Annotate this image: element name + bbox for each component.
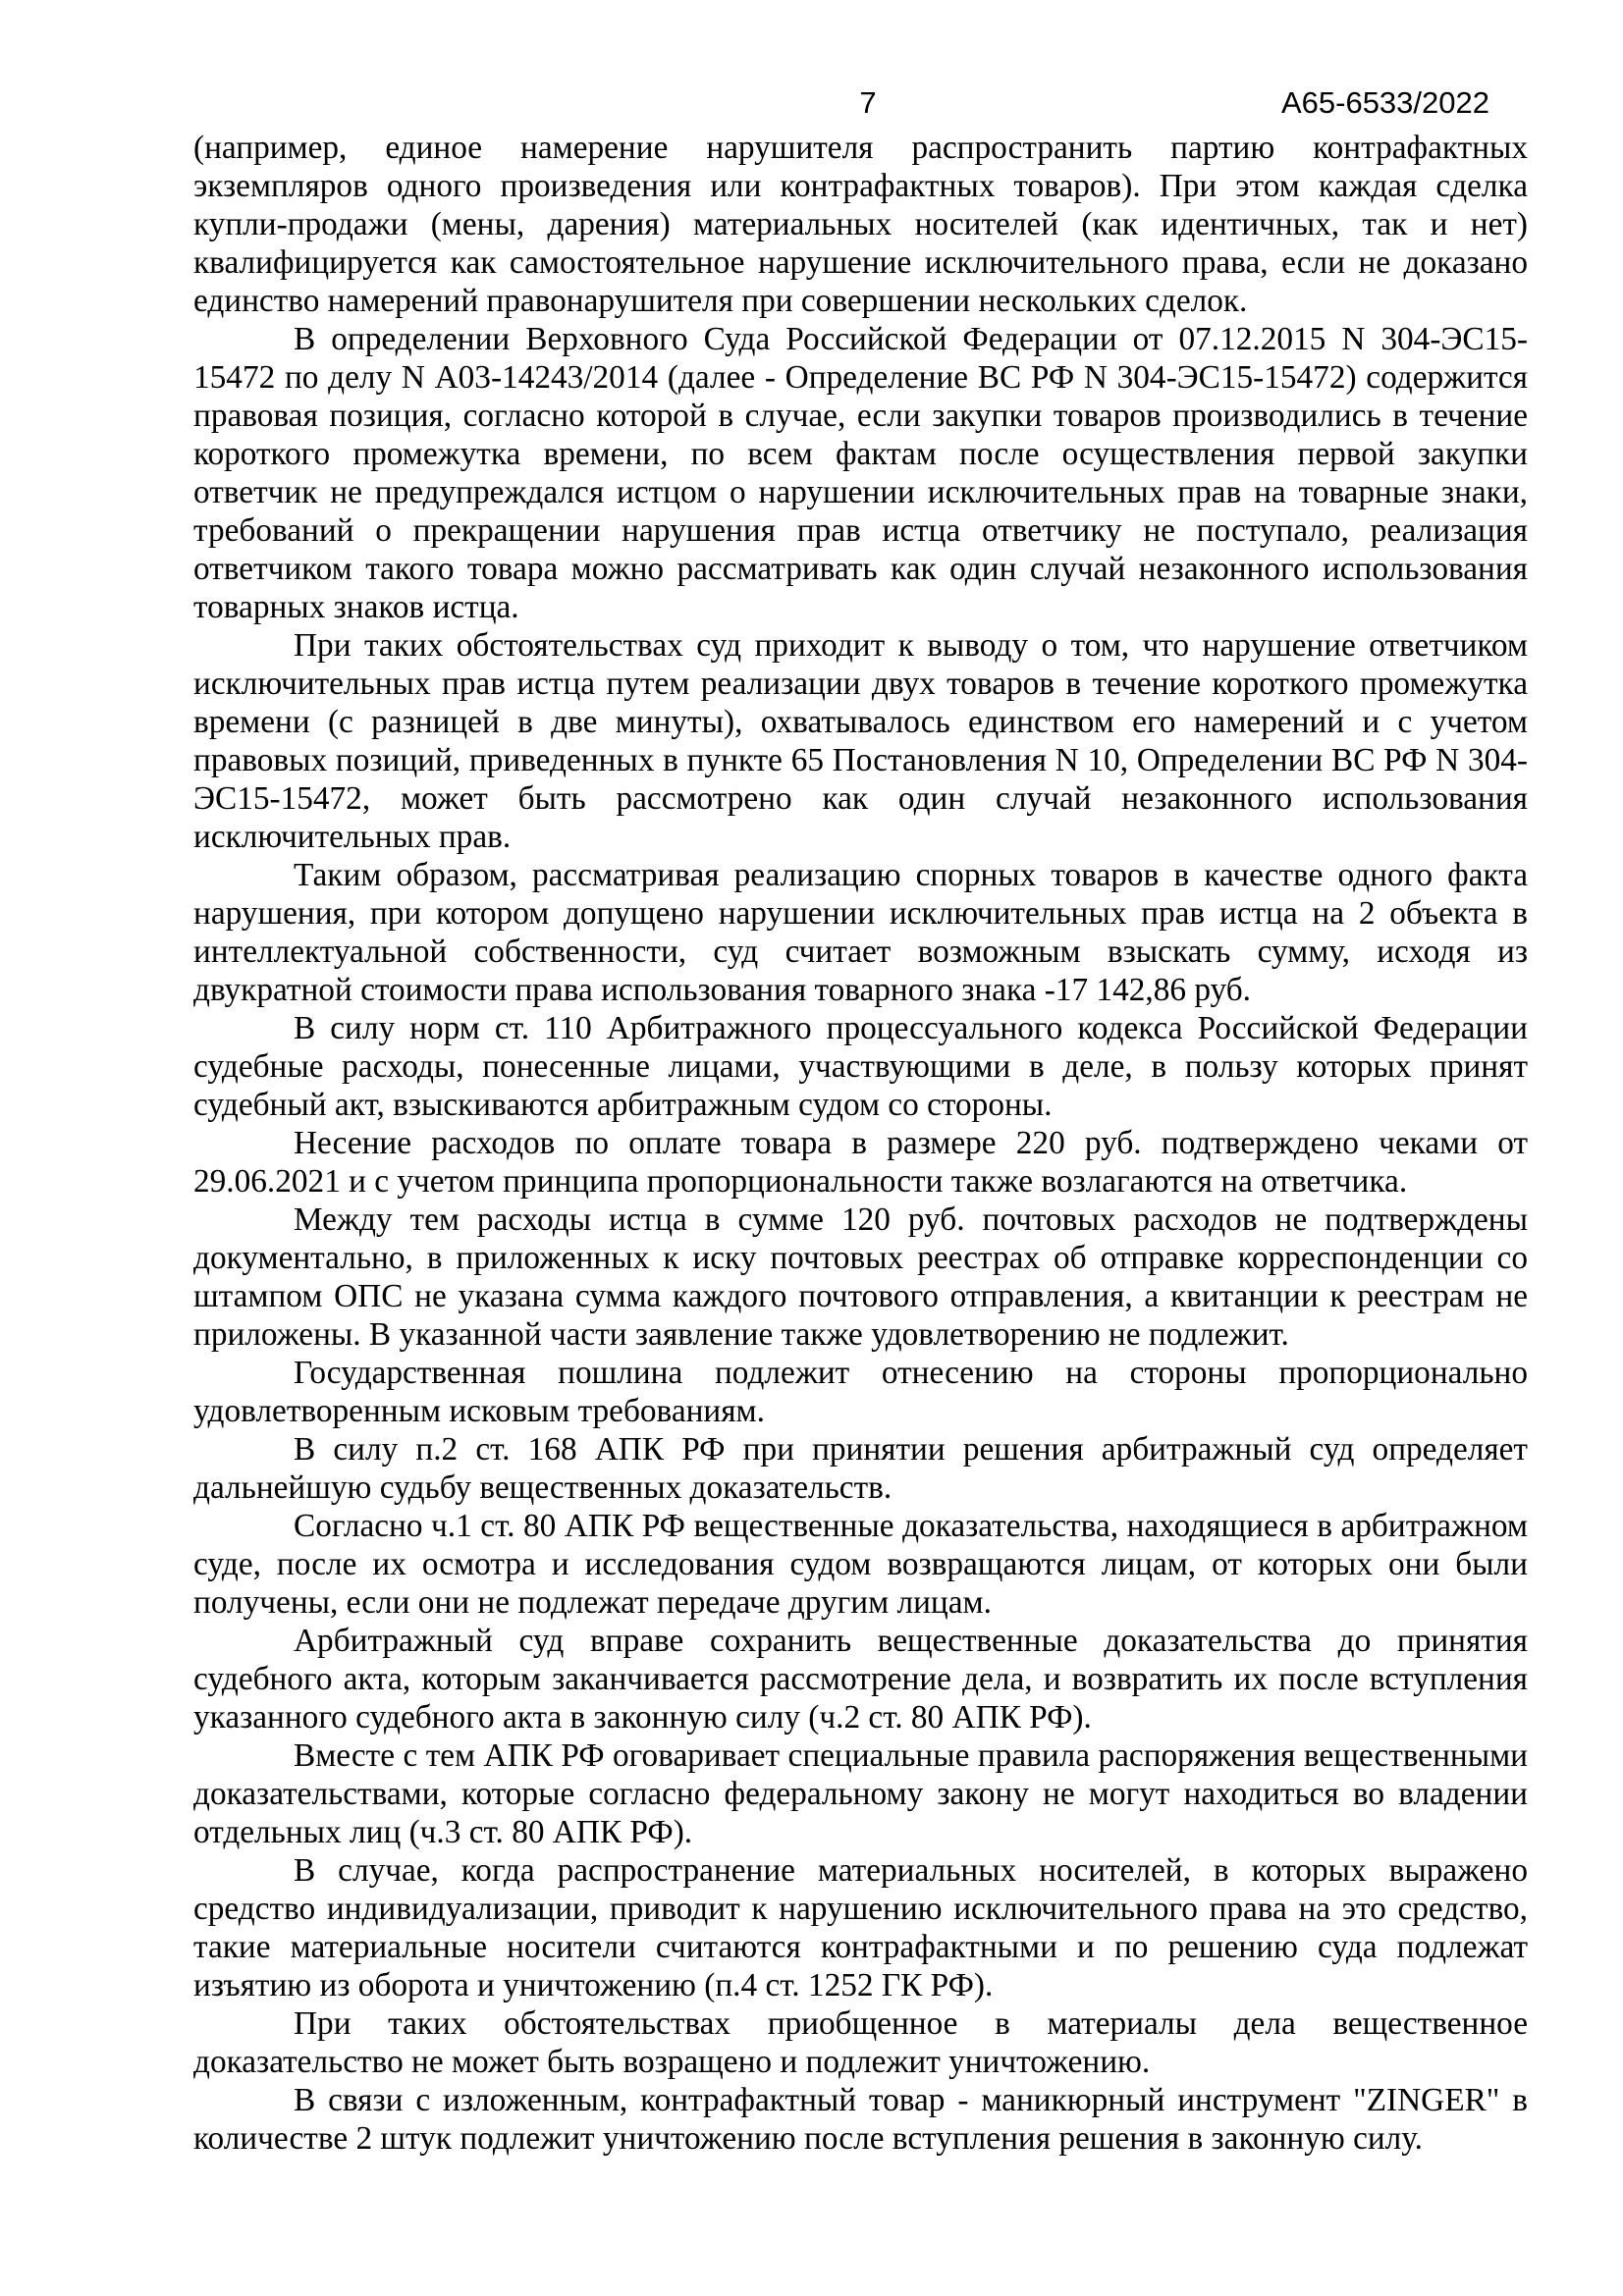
body-paragraph: Между тем расходы истца в сумме 120 руб. почтовых расходов не подтверждены документально, в приложенных к иску почтовых реестрах об отправке корреспонденции со штампом ОПС не указана сумма каждого почтового отправления, а квитанции к реестрам не приложены. В указанной части заявление также удовлетворению не подлежит.: [193, 1201, 1528, 1353]
body-paragraph: При таких обстоятельствах суд приходит к выводу о том, что нарушение ответчиком исключительных прав истца путем реализации двух товаров в течение короткого промежутка времени (с разницей в две минуты), охватывалось единством его намерений и с учетом правовых позиций, приведенных в пункте 65 Постановления N 10, Определении ВС РФ N 304-ЭС15-15472, может быть рассмотрено как один случай незаконного использования исключительных прав.: [193, 627, 1528, 855]
body-paragraph: Государственная пошлина подлежит отнесению на стороны пропорционально удовлетворенным исковым требованиям.: [193, 1355, 1528, 1429]
body-paragraph: В силу норм ст. 110 Арбитражного процессуального кодекса Российской Федерации судебные расходы, понесенные лицами, участвующими в деле, в пользу которых принят судебный акт, взыскиваются арбитражным судом со стороны.: [193, 1010, 1528, 1123]
body-paragraph: Согласно ч.1 ст. 80 АПК РФ вещественные доказательства, находящиеся в арбитражном суде, после их осмотра и исследования судом возвращаются лицам, от которых они были получены, если они не подлежат передаче другим лицам.: [193, 1508, 1528, 1621]
body-paragraph: (например, единое намерение нарушителя распространить партию контрафактных экземпляров одного произведения или контрафактных товаров). При этом каждая сделка купли-продажи (мены, дарения) материальных носителей (как идентичных, так и нет) квалифицируется как самостоятельное нарушение исключительного права, если не доказано единство намерений правонарушителя при совершении нескольких сделок.: [193, 130, 1528, 319]
page-header: [0, 0, 1623, 128]
document-text: [193, 129, 1528, 2158]
case-number: А65-6533/2022: [1280, 85, 1489, 120]
page-number: 7: [859, 85, 877, 120]
body-paragraph: В случае, когда распространение материальных носителей, в которых выражено средство индивидуализации, приводит к нарушению исключительного права на это средство, такие материальные носители считаются контрафактными и по решению суда подлежат изъятию из оборота и уничтожению (п.4 ст. 1252 ГК РФ).: [193, 1852, 1528, 2003]
body-paragraph: В связи с изложенным, контрафактный товар - маникюрный инструмент "ZINGER" в количестве 2 штук подлежит уничтожению после вступления решения в законную силу.: [193, 2082, 1528, 2157]
body-paragraph: Арбитражный суд вправе сохранить вещественные доказательства до принятия судебного акта, которым заканчивается рассмотрение дела, и возвратить их после вступления указанного судебного акта в законную силу (ч.2 ст. 80 АПК РФ).: [193, 1623, 1528, 1735]
body-paragraph: Таким образом, рассматривая реализацию спорных товаров в качестве одного факта нарушения, при котором допущено нарушении исключительных прав истца на 2 объекта в интеллектуальной собственности, суд считает возможным взыскать сумму, исходя из двукратной стоимости права использования товарного знака -17 142,86 руб.: [193, 857, 1528, 1008]
body-paragraph: В определении Верховного Суда Российской Федерации от 07.12.2015 N 304-ЭС15-15472 по делу N А03-14243/2014 (далее - Определение ВС РФ N 304-ЭС15-15472) содержится правовая позиция, согласно которой в случае, если закупки товаров производились в течение короткого промежутка времени, по всем фактам после осуществления первой закупки ответчик не предупреждался истцом о нарушении исключительных прав на товарные знаки, требований о прекращении нарушения прав истца ответчику не поступало, реализация ответчиком такого товара можно рассматривать как один случай незаконного использования товарных знаков истца.: [193, 321, 1528, 625]
body-paragraph: При таких обстоятельствах приобщенное в материалы дела вещественное доказательство не может быть возращено и подлежит уничтожению.: [193, 2005, 1528, 2080]
body-paragraph: Несение расходов по оплате товара в размере 220 руб. подтверждено чеками от 29.06.2021 и с учетом принципа пропорциональности также возлагаются на ответчика.: [193, 1125, 1528, 1200]
body-paragraph: В силу п.2 ст. 168 АПК РФ при принятии решения арбитражный суд определяет дальнейшую судьбу вещественных доказательств.: [193, 1431, 1528, 1506]
body-paragraph: Вместе с тем АПК РФ оговаривает специальные правила распоряжения вещественными доказательствами, которые согласно федеральному закону не могут находиться во владении отдельных лиц (ч.3 ст. 80 АПК РФ).: [193, 1737, 1528, 1850]
